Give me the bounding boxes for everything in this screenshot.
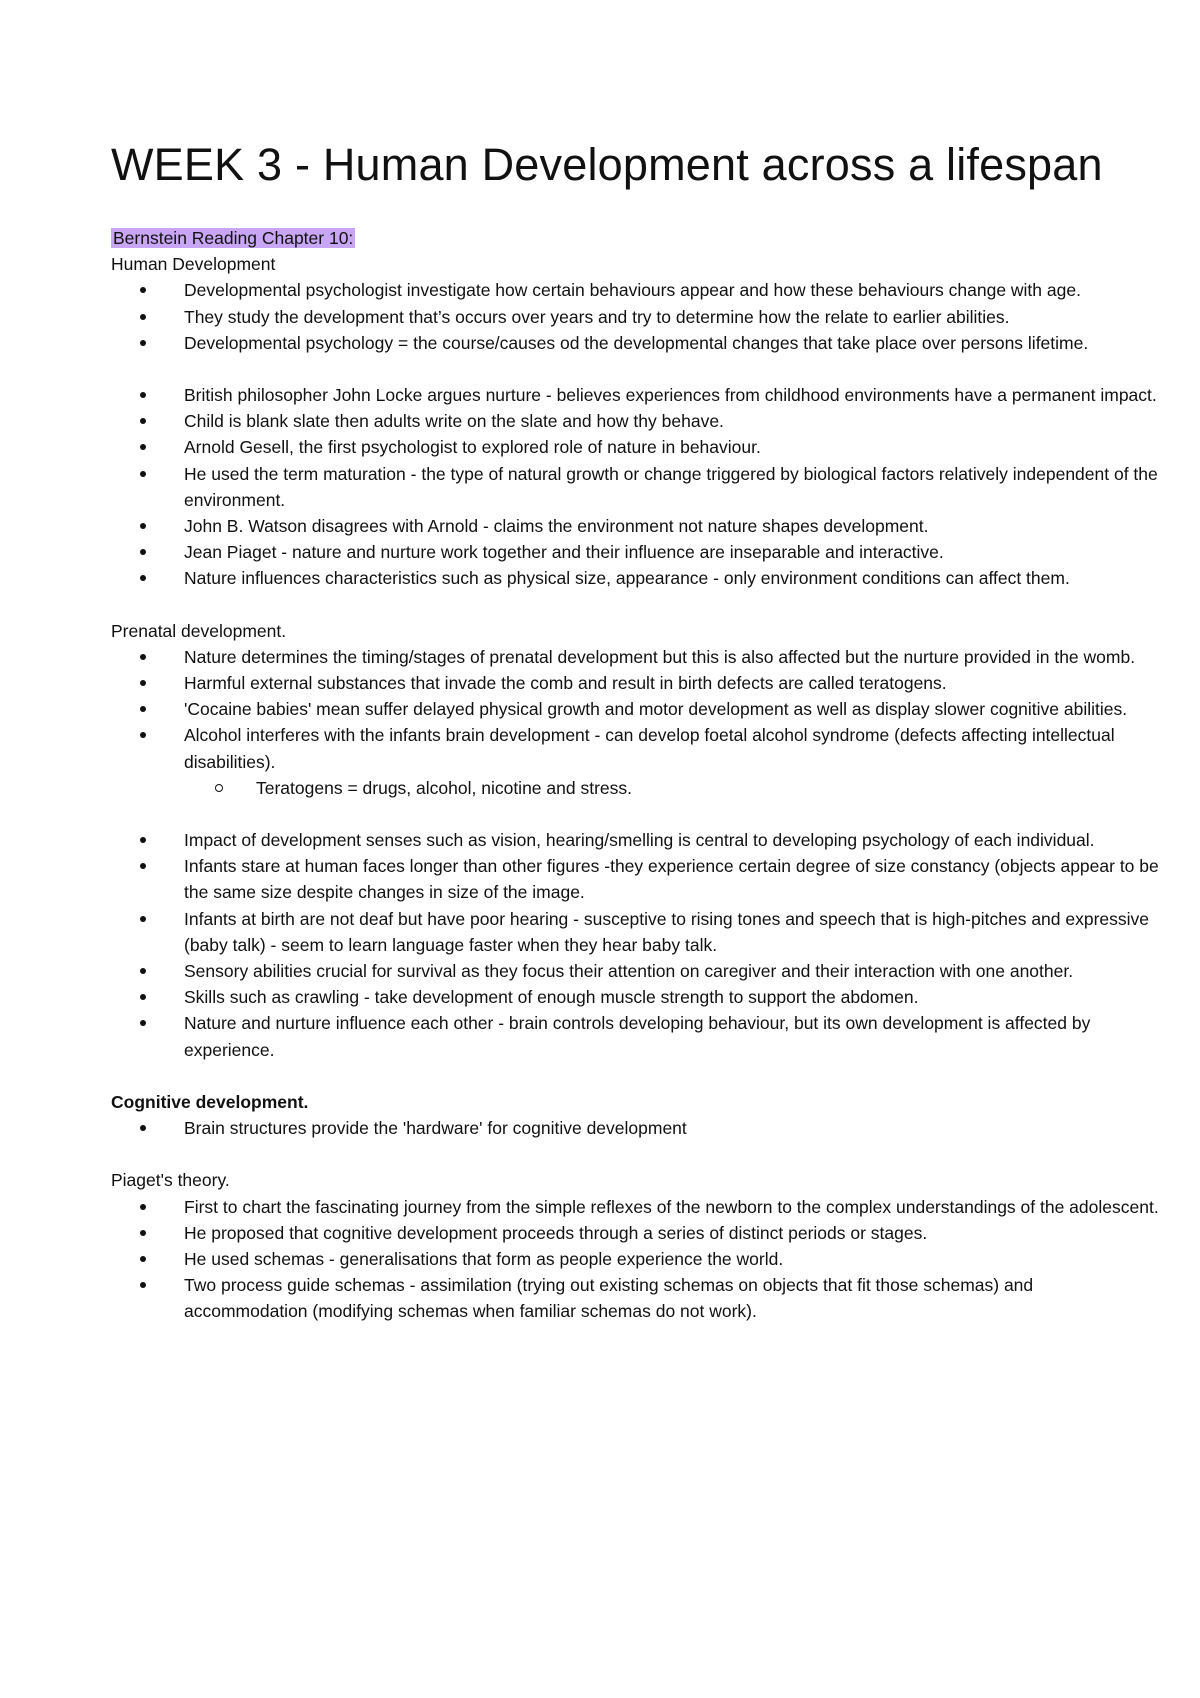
list-item: 'Cocaine babies' mean suffer delayed physical growth and motor development as well as display slower cognitive abilities. [111,696,1161,722]
list-item: Harmful external substances that invade the comb and result in birth defects are called teratogens. [111,670,1161,696]
bullet-list-senses [111,827,1161,1063]
bullet-list-nature-nurture [111,382,1161,592]
list-item: They study the development that’s occurs over years and try to determine how the relate to earlier abilities. [111,304,1161,330]
blank-line [111,356,1161,382]
list-item: He used schemas - generalisations that form as people experience the world. [111,1246,1161,1272]
blank-line [111,801,1161,827]
bullet-list-piaget [111,1194,1161,1325]
list-item: Brain structures provide the 'hardware' for cognitive development [111,1115,1161,1141]
list-item: Alcohol interferes with the infants brain development - can develop foetal alcohol syndrome (defects affecting intellectual disabilities). [111,722,1161,774]
list-item: Infants at birth are not deaf but have poor hearing - susceptive to rising tones and speech that is high-pitches and expressive (baby talk) - seem to learn language faster when they hear baby talk. [111,906,1161,958]
list-item: Nature and nurture influence each other - brain controls developing behaviour, but its own development is affected by experience. [111,1010,1161,1062]
list-item: British philosopher John Locke argues nurture - believes experiences from childhood environments have a permanent impact. [111,382,1161,408]
list-item: Child is blank slate then adults write on the slate and how thy behave. [111,408,1161,434]
list-item: Developmental psychologist investigate how certain behaviours appear and how these behaviours change with age. [111,277,1161,303]
blank-line [111,1063,1161,1089]
list-item: Infants stare at human faces longer than other figures -they experience certain degree of size constancy (objects appear to be the same size despite changes in size of the image. [111,853,1161,905]
bullet-list-human-development [111,277,1161,356]
list-item: He used the term maturation - the type of natural growth or change triggered by biological factors relatively independent of the environment. [111,461,1161,513]
blank-line [111,592,1161,618]
list-item: Two process guide schemas - assimilation (trying out existing schemas on objects that fit those schemas) and accommodation (modifying schemas when familiar schemas do not work). [111,1272,1161,1324]
list-item: Developmental psychology = the course/causes od the developmental changes that take place over persons lifetime. [111,330,1161,356]
document-body [111,225,1161,1325]
highlighted-heading: Bernstein Reading Chapter 10: [113,228,354,248]
list-item: Skills such as crawling - take development of enough muscle strength to support the abdomen. [111,984,1161,1010]
sub-bullet-list-prenatal [111,775,1161,801]
list-item: John B. Watson disagrees with Arnold - claims the environment not nature shapes development. [111,513,1161,539]
bullet-list-cognitive [111,1115,1161,1141]
list-item: Nature determines the timing/stages of prenatal development but this is also affected but the nurture provided in the womb. [111,644,1161,670]
page-title: WEEK 3 - Human Development across a lifespan [111,139,1103,190]
list-item: Jean Piaget - nature and nurture work together and their influence are inseparable and interactive. [111,539,1161,565]
section-heading-piaget: Piaget's theory. [111,1170,230,1191]
section-heading-prenatal: Prenatal development. [111,620,287,641]
list-item: Sensory abilities crucial for survival as they focus their attention on caregiver and their interaction with one another. [111,958,1161,984]
sub-list-item: Teratogens = drugs, alcohol, nicotine and stress. [111,775,1161,801]
list-item: First to chart the fascinating journey from the simple reflexes of the newborn to the complex understandings of the adolescent. [111,1194,1161,1220]
reading-heading [111,225,1161,251]
list-item: Impact of development senses such as vision, hearing/smelling is central to developing psychology of each individual. [111,827,1161,853]
list-item: He proposed that cognitive development proceeds through a series of distinct periods or stages. [111,1220,1161,1246]
blank-line [111,1141,1161,1167]
list-item: Arnold Gesell, the first psychologist to explored role of nature in behaviour. [111,434,1161,460]
list-item: Nature influences characteristics such as physical size, appearance - only environment conditions can affect them. [111,565,1161,591]
section-heading-cognitive: Cognitive development. [111,1091,309,1112]
bullet-list-prenatal [111,644,1161,775]
section-heading-human-development: Human Development [111,254,276,275]
